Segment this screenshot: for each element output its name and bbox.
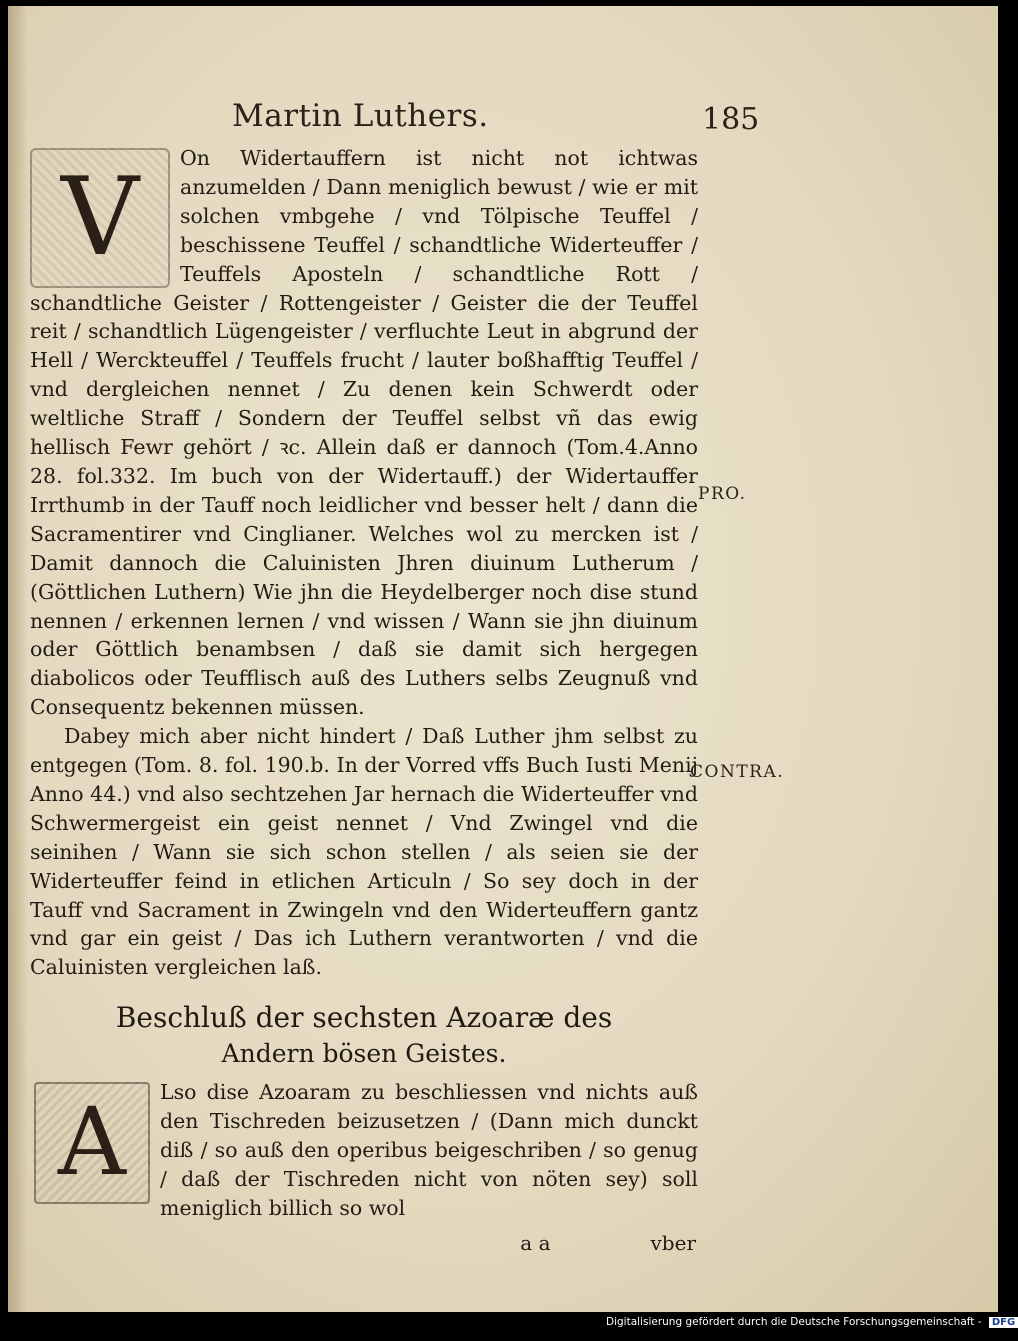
running-head: Martin Luthers. bbox=[232, 98, 489, 134]
page-number: 185 bbox=[702, 102, 760, 137]
paragraph-1 bbox=[30, 144, 698, 722]
paragraph-2: Dabey mich aber nicht hindert / Daß Luther jhm selbst zu entgegen (Tom. 8. fol. 190.b. In der Vorred vffs Buch Iusti Menij Anno 44.) vnd also sechtzehen Jar hernach die Widerteuffer vnd Schwermergeist ein geist nennet / Vnd Zwingel vnd die seinihen / Wann sie sich schon stellen / als seien sie der Widerteuffer feind in etlichen Articuln / So sey doch in der Tauff vnd Sacrament in Zwingeln vnd den Widerteuffern gantz vnd gar ein geist / Das ich Luthern verantworten / vnd die Caluinisten vergleichen laß. bbox=[30, 724, 698, 980]
section-heading bbox=[30, 1000, 698, 1072]
digitization-footer bbox=[606, 1316, 1018, 1328]
dfg-logo: DFG bbox=[989, 1317, 1018, 1328]
signature-mark: a a bbox=[520, 1230, 551, 1255]
paragraph-3-text: Lso dise Azoaram zu beschliessen vnd nichts auß den Tischreden beizusetzen / (Dann mich dunckt diß / so auß den operibus beigeschriben / so genug / daß der Tischreden nicht von nöten sey) soll meniglich billich so wol bbox=[160, 1080, 698, 1220]
decorated-initial-a: A bbox=[34, 1082, 150, 1204]
margin-note-contra: CONTRA. bbox=[690, 762, 785, 782]
section-heading-line-1: Beschluß der sechsten Azoaræ des bbox=[115, 1001, 613, 1035]
margin-note-pro: PRO. bbox=[698, 484, 747, 504]
main-text-block bbox=[30, 144, 698, 1258]
book-page bbox=[8, 6, 998, 1312]
paragraph-1-text: On Widertauffern ist nicht not ichtwas anzumelden / Dann meniglich bewust / wie er mit solchen vmbgehe / vnd Tölpische Teuffel / beschissene Teuffel / schandtliche Widerteuffer / Teuffels Aposteln / schandtliche Rott / schandtliche Geister / Rottengeister / Geister die der Teuffel reit / schandtlich Lügengeister / verfluchte Leut in abgrund der Hell / Werckteuffel / Teuffels frucht / lauter boßhafftig Teuffel / vnd dergleichen nennet / Zu denen kein Schwerdt oder weltliche Straff / Sondern der Teuffel selbst vñ das ewig hellisch Fewr gehört / ꝛc. Allein daß er dannoch (Tom.4.Anno 28. fol.332. Im buch von der Widertauff.) der Widertauffer Irrthumb in der Tauff noch leidlicher vnd besser helt / dann die Sacramentirer vnd Cinglianer. Welches wol zu mercken ist / Damit dannoch die Caluinisten Jhren diuinum Lutherum / (Göttlichen Luthern) Wie jhn die Heydelberger noch dise stund nennen / erkennen lernen / vnd wissen / Wann sie jhn diuinum oder Göttlich benambsen / daß sie damit sich hergegen diabolicos oder Teufflisch auß des Luthers selbs Zeugnuß vnd Consequentz bekennen müssen. bbox=[30, 146, 698, 720]
page-bottom-marks bbox=[30, 1229, 698, 1258]
page-gutter-shadow bbox=[8, 6, 28, 1312]
paragraph-3 bbox=[30, 1078, 698, 1223]
section-heading-line-2: Andern bösen Geistes. bbox=[221, 1039, 507, 1069]
footer-text: Digitalisierung gefördert durch die Deutsche Forschungsgemeinschaft - bbox=[606, 1316, 982, 1328]
decorated-initial-v: V bbox=[30, 148, 170, 288]
catchword: vber bbox=[650, 1230, 696, 1255]
